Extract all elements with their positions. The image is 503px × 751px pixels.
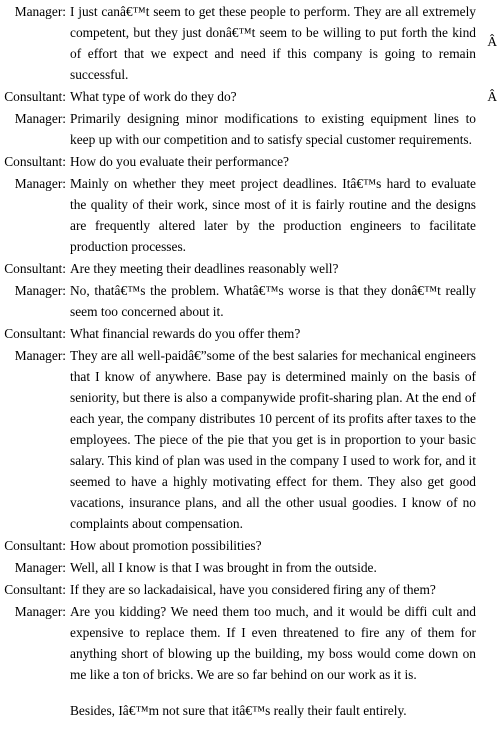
speaker-label: Manager: xyxy=(14,560,66,575)
speaker-label: Consultant: xyxy=(4,154,66,169)
speaker-label: Consultant: xyxy=(4,326,66,341)
speech-text: Besides, Iâ€™m not sure that itâ€™s really their fault entirely. xyxy=(70,703,407,718)
speaker-label: Consultant: xyxy=(4,582,66,597)
speech-text: What financial rewards do you offer them? xyxy=(70,326,301,341)
speaker-label: Manager: xyxy=(14,604,66,619)
speaker-label: Consultant: xyxy=(4,261,66,276)
dialogue-turn xyxy=(0,534,503,556)
speech-text: They are all well-paidâ€”some of the best salaries for mechanical engineers that I know of anywhere. Base pay is determined mainly on the basis of seniority, but there is also a companywide profit-sharing plan. At the end of each year, the company distributes 10 percent of its profits after taxes to the employees. The piece of the pie that you get is in proportion to your basic salary. This kind of plan was used in the company I used to work for, and it seemed to have a highly motivating effect for them. They also get good vacations, insurance plans, and all the other usual goodies. I know of no complaints about compensation. xyxy=(70,348,476,531)
speaker-label: Consultant: xyxy=(4,89,66,104)
dialogue-turn xyxy=(0,322,503,344)
encoding-marker: Â xyxy=(487,89,497,104)
dialogue-turn xyxy=(0,344,503,534)
dialogue-turn xyxy=(0,150,503,172)
speaker-label: Manager: xyxy=(14,348,66,363)
speaker-label: Manager: xyxy=(14,4,66,19)
dialogue-turn xyxy=(0,107,503,150)
dialogue-turn xyxy=(0,172,503,257)
dialogue-turn xyxy=(0,85,503,107)
dialogue-turn xyxy=(0,279,503,322)
speaker-label xyxy=(0,699,66,700)
speaker-label: Manager: xyxy=(14,176,66,191)
speech-text: How do you evaluate their performance? xyxy=(70,154,289,169)
dialogue-turn xyxy=(0,257,503,279)
speech-text: I just canâ€™t seem to get these people to perform. They are all extremely competent, but they just donâ€™t seem to be willing to put forth the kind of effort that we expect and need if this company is going to remain successful. xyxy=(70,4,476,82)
speech-text: What type of work do they do? xyxy=(70,89,237,104)
dialogue-turn-continuation xyxy=(0,699,503,721)
dialogue-turn xyxy=(0,556,503,578)
speech-text: Mainly on whether they meet project deadlines. Itâ€™s hard to evaluate the quality of their work, since most of it is fairly routine and the designs are frequently altered later by the production engineers to facilitate production processes. xyxy=(70,176,476,254)
speech-text: Are you kidding? We need them too much, and it would be diffi cult and expensive to replace them. If I even threatened to fire any of them for anything short of blowing up the building, my boss would come down on me like a ton of bricks. We are so far behind on our work as it is. xyxy=(70,604,476,682)
dialogue-turn xyxy=(0,578,503,600)
speaker-label: Manager: xyxy=(14,111,66,126)
speech-text: No, thatâ€™s the problem. Whatâ€™s worse is that they donâ€™t really seem too concerned about it. xyxy=(70,283,476,319)
speech-text: How about promotion possibilities? xyxy=(70,538,262,553)
dialogue-turn xyxy=(0,0,503,85)
encoding-marker: Â xyxy=(487,34,497,49)
speech-text: Well, all I know is that I was brought in from the outside. xyxy=(70,560,377,575)
speaker-label: Manager: xyxy=(14,283,66,298)
speech-text: Primarily designing minor modifications to existing equipment lines to keep up with our competition and to satisfy special customer requirements. xyxy=(70,111,476,147)
speaker-label: Consultant: xyxy=(4,538,66,553)
dialogue-turn xyxy=(0,600,503,685)
speech-text: Are they meeting their deadlines reasonably well? xyxy=(70,261,339,276)
speech-text: If they are so lackadaisical, have you considered firing any of them? xyxy=(70,582,436,597)
